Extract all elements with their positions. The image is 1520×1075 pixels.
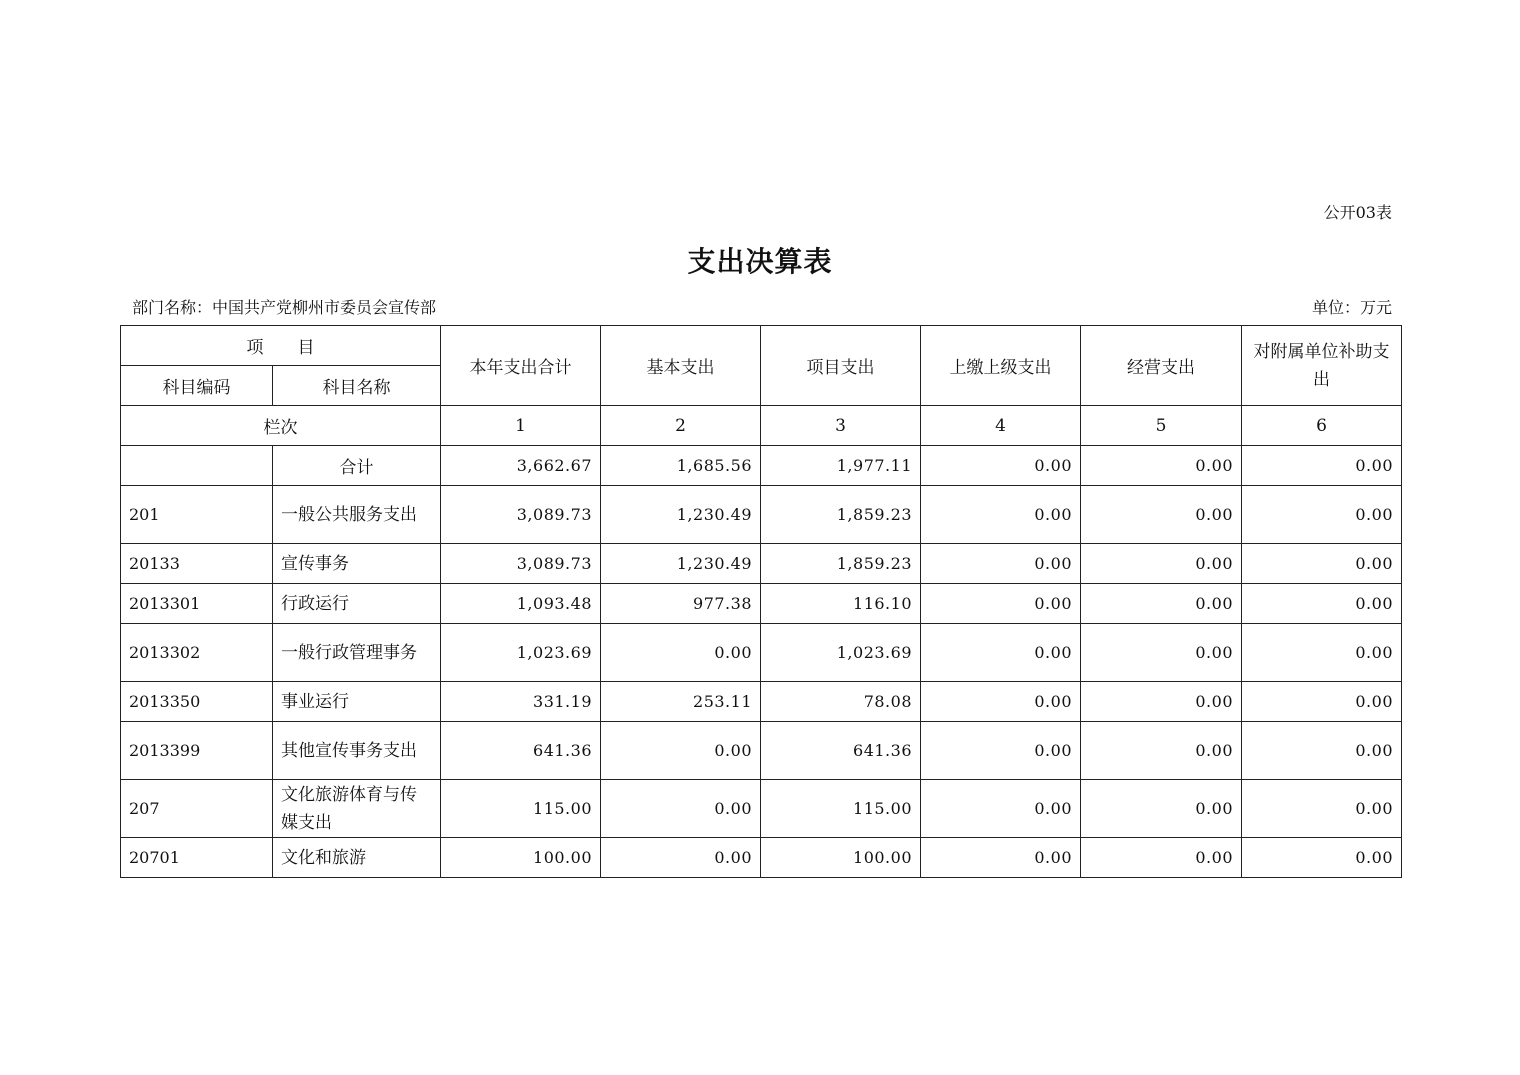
col-number: 2 xyxy=(601,406,761,446)
table-row xyxy=(121,584,1402,624)
subject-name: 其他宣传事务支出 xyxy=(273,722,441,780)
subject-name: 行政运行 xyxy=(273,584,441,624)
table-row xyxy=(121,780,1402,838)
value-cell: 0.00 xyxy=(1081,624,1242,682)
value-cell: 0.00 xyxy=(1081,544,1242,584)
value-cell: 3,662.67 xyxy=(441,446,601,486)
value-cell: 1,023.69 xyxy=(761,624,921,682)
value-cell: 1,977.11 xyxy=(761,446,921,486)
value-cell: 0.00 xyxy=(1242,780,1402,838)
value-cell: 331.19 xyxy=(441,682,601,722)
value-cell: 0.00 xyxy=(601,780,761,838)
subject-code: 207 xyxy=(121,780,273,838)
value-cell: 100.00 xyxy=(441,838,601,878)
table-row xyxy=(121,624,1402,682)
value-cell: 0.00 xyxy=(1242,446,1402,486)
header-upper: 上缴上级支出 xyxy=(921,326,1081,406)
value-cell: 115.00 xyxy=(441,780,601,838)
header-item: 项 目 xyxy=(121,326,441,366)
value-cell: 0.00 xyxy=(921,682,1081,722)
col-number: 5 xyxy=(1081,406,1242,446)
value-cell: 3,089.73 xyxy=(441,486,601,544)
value-cell: 1,230.49 xyxy=(601,544,761,584)
subject-name: 宣传事务 xyxy=(273,544,441,584)
value-cell: 0.00 xyxy=(1081,584,1242,624)
value-cell: 0.00 xyxy=(601,722,761,780)
value-cell: 0.00 xyxy=(921,584,1081,624)
department-name: 部门名称：中国共产党柳州市委员会宣传部 xyxy=(132,298,437,317)
value-cell: 0.00 xyxy=(1081,682,1242,722)
value-cell: 0.00 xyxy=(1242,722,1402,780)
value-cell: 115.00 xyxy=(761,780,921,838)
value-cell: 116.10 xyxy=(761,584,921,624)
value-cell: 0.00 xyxy=(1081,838,1242,878)
subject-code: 201 xyxy=(121,486,273,544)
value-cell: 0.00 xyxy=(1081,446,1242,486)
value-cell: 0.00 xyxy=(1242,486,1402,544)
col-number: 4 xyxy=(921,406,1081,446)
value-cell: 3,089.73 xyxy=(441,544,601,584)
page-title: 支出决算表 xyxy=(687,245,833,278)
table-row xyxy=(121,486,1402,544)
value-cell: 0.00 xyxy=(921,446,1081,486)
value-cell: 0.00 xyxy=(1242,682,1402,722)
value-cell: 0.00 xyxy=(1242,584,1402,624)
table-row-total xyxy=(121,446,1402,486)
col-number: 1 xyxy=(441,406,601,446)
subject-name: 文化和旅游 xyxy=(273,838,441,878)
value-cell: 641.36 xyxy=(761,722,921,780)
value-cell: 1,023.69 xyxy=(441,624,601,682)
value-cell: 641.36 xyxy=(441,722,601,780)
value-cell: 1,230.49 xyxy=(601,486,761,544)
subject-code: 2013302 xyxy=(121,624,273,682)
table-row xyxy=(121,722,1402,780)
value-cell: 0.00 xyxy=(921,486,1081,544)
value-cell: 0.00 xyxy=(921,722,1081,780)
value-cell: 100.00 xyxy=(761,838,921,878)
subject-name: 一般公共服务支出 xyxy=(273,486,441,544)
value-cell: 1,859.23 xyxy=(761,544,921,584)
value-cell: 0.00 xyxy=(1081,486,1242,544)
subject-code: 20701 xyxy=(121,838,273,878)
value-cell: 0.00 xyxy=(601,624,761,682)
form-code: 公开03表 xyxy=(1323,203,1392,222)
value-cell: 0.00 xyxy=(601,838,761,878)
subject-name: 文化旅游体育与传媒支出 xyxy=(273,780,441,838)
value-cell: 0.00 xyxy=(921,780,1081,838)
header-name: 科目名称 xyxy=(273,366,441,406)
header-total: 本年支出合计 xyxy=(441,326,601,406)
unit-label: 单位：万元 xyxy=(1311,298,1392,317)
expense-table xyxy=(120,325,1402,878)
header-code: 科目编码 xyxy=(121,366,273,406)
header-project: 项目支出 xyxy=(761,326,921,406)
value-cell: 1,093.48 xyxy=(441,584,601,624)
table-row xyxy=(121,682,1402,722)
value-cell: 78.08 xyxy=(761,682,921,722)
subject-code: 2013301 xyxy=(121,584,273,624)
value-cell: 0.00 xyxy=(921,838,1081,878)
table-row xyxy=(121,838,1402,878)
value-cell: 977.38 xyxy=(601,584,761,624)
header-row-index: 栏次 xyxy=(121,406,441,446)
subject-code: 2013399 xyxy=(121,722,273,780)
value-cell: 1,685.56 xyxy=(601,446,761,486)
value-cell: 0.00 xyxy=(1081,722,1242,780)
subject-name: 事业运行 xyxy=(273,682,441,722)
value-cell: 0.00 xyxy=(1242,544,1402,584)
subject-code: 2013350 xyxy=(121,682,273,722)
col-number: 3 xyxy=(761,406,921,446)
value-cell: 0.00 xyxy=(1242,624,1402,682)
header-basic: 基本支出 xyxy=(601,326,761,406)
header-subsidy: 对附属单位补助支出 xyxy=(1242,326,1402,406)
subject-name: 合计 xyxy=(273,446,441,486)
value-cell: 0.00 xyxy=(1242,838,1402,878)
value-cell: 0.00 xyxy=(921,624,1081,682)
col-number: 6 xyxy=(1242,406,1402,446)
subject-code xyxy=(121,446,273,486)
header-business: 经营支出 xyxy=(1081,326,1242,406)
value-cell: 253.11 xyxy=(601,682,761,722)
value-cell: 0.00 xyxy=(921,544,1081,584)
value-cell: 1,859.23 xyxy=(761,486,921,544)
subject-code: 20133 xyxy=(121,544,273,584)
table-row xyxy=(121,544,1402,584)
value-cell: 0.00 xyxy=(1081,780,1242,838)
subject-name: 一般行政管理事务 xyxy=(273,624,441,682)
